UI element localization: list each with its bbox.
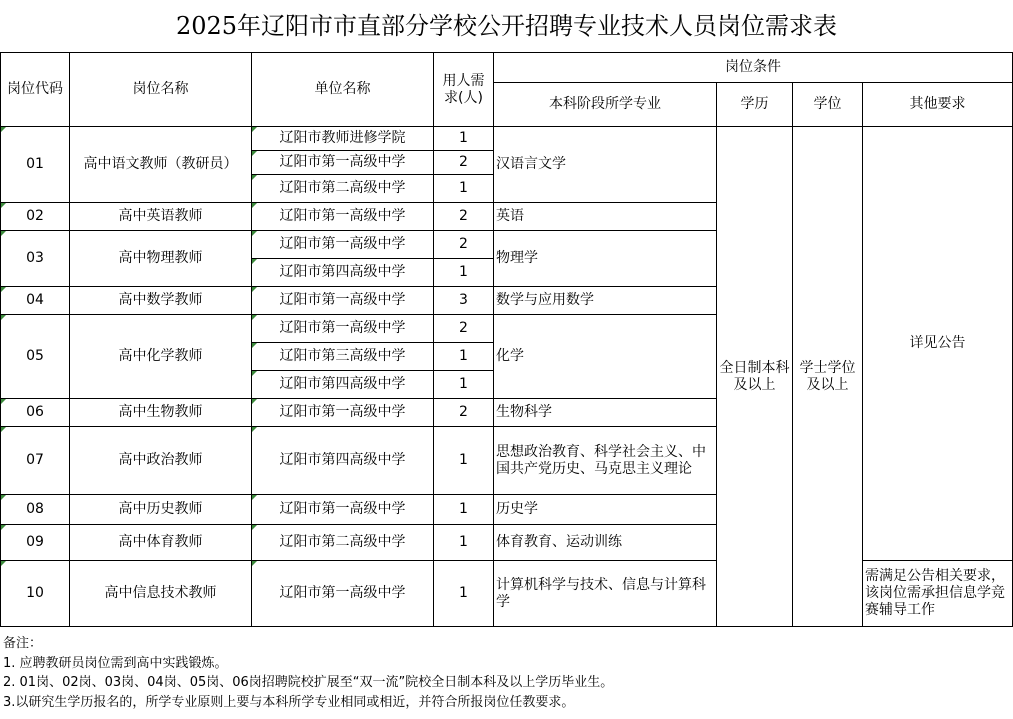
header-unit: 单位名称 xyxy=(252,53,434,127)
degree-requirement: 学士学位及以上 xyxy=(793,127,863,627)
note-2: 2. 01岗、02岗、03岗、04岗、05岗、06岗招聘院校扩展至“双一流”院校全日制本科及以上学历毕业生。 xyxy=(3,675,614,690)
demand-count: 1 xyxy=(434,427,494,495)
position-name: 高中生物教师 xyxy=(70,399,252,427)
demand-count: 2 xyxy=(434,151,494,175)
demand-count: 2 xyxy=(434,315,494,343)
unit-name: 辽阳市第一高级中学 xyxy=(252,561,434,627)
job-requirements-table xyxy=(0,52,1013,627)
demand-count: 1 xyxy=(434,343,494,371)
unit-name: 辽阳市第二高级中学 xyxy=(252,175,434,203)
other-requirement: 详见公告 xyxy=(863,127,1013,561)
unit-name: 辽阳市第一高级中学 xyxy=(252,151,434,175)
demand-count: 3 xyxy=(434,287,494,315)
position-code: 05 xyxy=(1,315,70,399)
major: 生物科学 xyxy=(494,399,717,427)
demand-count: 2 xyxy=(434,399,494,427)
major: 英语 xyxy=(494,203,717,231)
major: 物理学 xyxy=(494,231,717,287)
position-code: 07 xyxy=(1,427,70,495)
position-name: 高中英语教师 xyxy=(70,203,252,231)
header-demand xyxy=(434,53,494,127)
major: 体育教育、运动训练 xyxy=(494,525,717,561)
header-code: 岗位代码 xyxy=(1,53,70,127)
position-code: 03 xyxy=(1,231,70,287)
unit-name: 辽阳市第一高级中学 xyxy=(252,399,434,427)
header-demand-line1: 用人需 xyxy=(442,72,485,89)
unit-name: 辽阳市第二高级中学 xyxy=(252,525,434,561)
table-row xyxy=(1,127,1013,151)
demand-count: 2 xyxy=(434,231,494,259)
unit-name: 辽阳市教师进修学院 xyxy=(252,127,434,151)
header-degree: 学位 xyxy=(793,83,863,127)
other-requirement-row10: 需满足公告相关要求，该岗位需承担信息学竞赛辅导工作 xyxy=(863,561,1013,627)
position-name: 高中语文教师（教研员） xyxy=(70,127,252,203)
demand-count: 1 xyxy=(434,495,494,525)
header-other: 其他要求 xyxy=(863,83,1013,127)
position-name: 高中数学教师 xyxy=(70,287,252,315)
major: 计算机科学与技术、信息与计算科学 xyxy=(494,561,717,627)
unit-name: 辽阳市第一高级中学 xyxy=(252,287,434,315)
position-code: 09 xyxy=(1,525,70,561)
header-education: 学历 xyxy=(717,83,793,127)
major: 历史学 xyxy=(494,495,717,525)
note-1: 1. 应聘教研员岗位需到高中实践锻炼。 xyxy=(3,655,228,671)
position-code: 08 xyxy=(1,495,70,525)
position-name: 高中政治教师 xyxy=(70,427,252,495)
unit-name: 辽阳市第四高级中学 xyxy=(252,371,434,399)
major: 化学 xyxy=(494,315,717,399)
position-code: 01 xyxy=(1,127,70,203)
unit-name: 辽阳市第一高级中学 xyxy=(252,495,434,525)
unit-name: 辽阳市第四高级中学 xyxy=(252,259,434,287)
unit-name: 辽阳市第一高级中学 xyxy=(252,315,434,343)
position-code: 04 xyxy=(1,287,70,315)
position-code: 06 xyxy=(1,399,70,427)
position-name: 高中体育教师 xyxy=(70,525,252,561)
position-name: 高中化学教师 xyxy=(70,315,252,399)
unit-name: 辽阳市第一高级中学 xyxy=(252,203,434,231)
note-3: 3.以研究生学历报名的，所学专业原则上要与本科所学专业相同或相近，并符合所报岗位任教要求。 xyxy=(3,694,575,710)
header-conditions: 岗位条件 xyxy=(494,53,1013,83)
demand-count: 1 xyxy=(434,127,494,151)
position-code: 02 xyxy=(1,203,70,231)
position-name: 高中物理教师 xyxy=(70,231,252,287)
major: 汉语言文学 xyxy=(494,127,717,203)
demand-count: 1 xyxy=(434,259,494,287)
major: 思想政治教育、科学社会主义、中国共产党历史、马克思主义理论 xyxy=(494,427,717,495)
header-major: 本科阶段所学专业 xyxy=(494,83,717,127)
header-position: 岗位名称 xyxy=(70,53,252,127)
demand-count: 1 xyxy=(434,561,494,627)
unit-name: 辽阳市第三高级中学 xyxy=(252,343,434,371)
notes xyxy=(3,634,613,712)
position-name: 高中信息技术教师 xyxy=(70,561,252,627)
header-demand-line2: 求(人) xyxy=(444,89,483,106)
page-title: 2025年辽阳市市直部分学校公开招聘专业技术人员岗位需求表 xyxy=(175,12,838,40)
unit-name: 辽阳市第一高级中学 xyxy=(252,231,434,259)
unit-name: 辽阳市第四高级中学 xyxy=(252,427,434,495)
major: 数学与应用数学 xyxy=(494,287,717,315)
demand-count: 1 xyxy=(434,371,494,399)
position-code: 10 xyxy=(1,561,70,627)
position-name: 高中历史教师 xyxy=(70,495,252,525)
demand-count: 2 xyxy=(434,203,494,231)
notes-heading: 备注： xyxy=(3,636,43,651)
demand-count: 1 xyxy=(434,525,494,561)
education-requirement: 全日制本科及以上 xyxy=(717,127,793,627)
demand-count: 1 xyxy=(434,175,494,203)
